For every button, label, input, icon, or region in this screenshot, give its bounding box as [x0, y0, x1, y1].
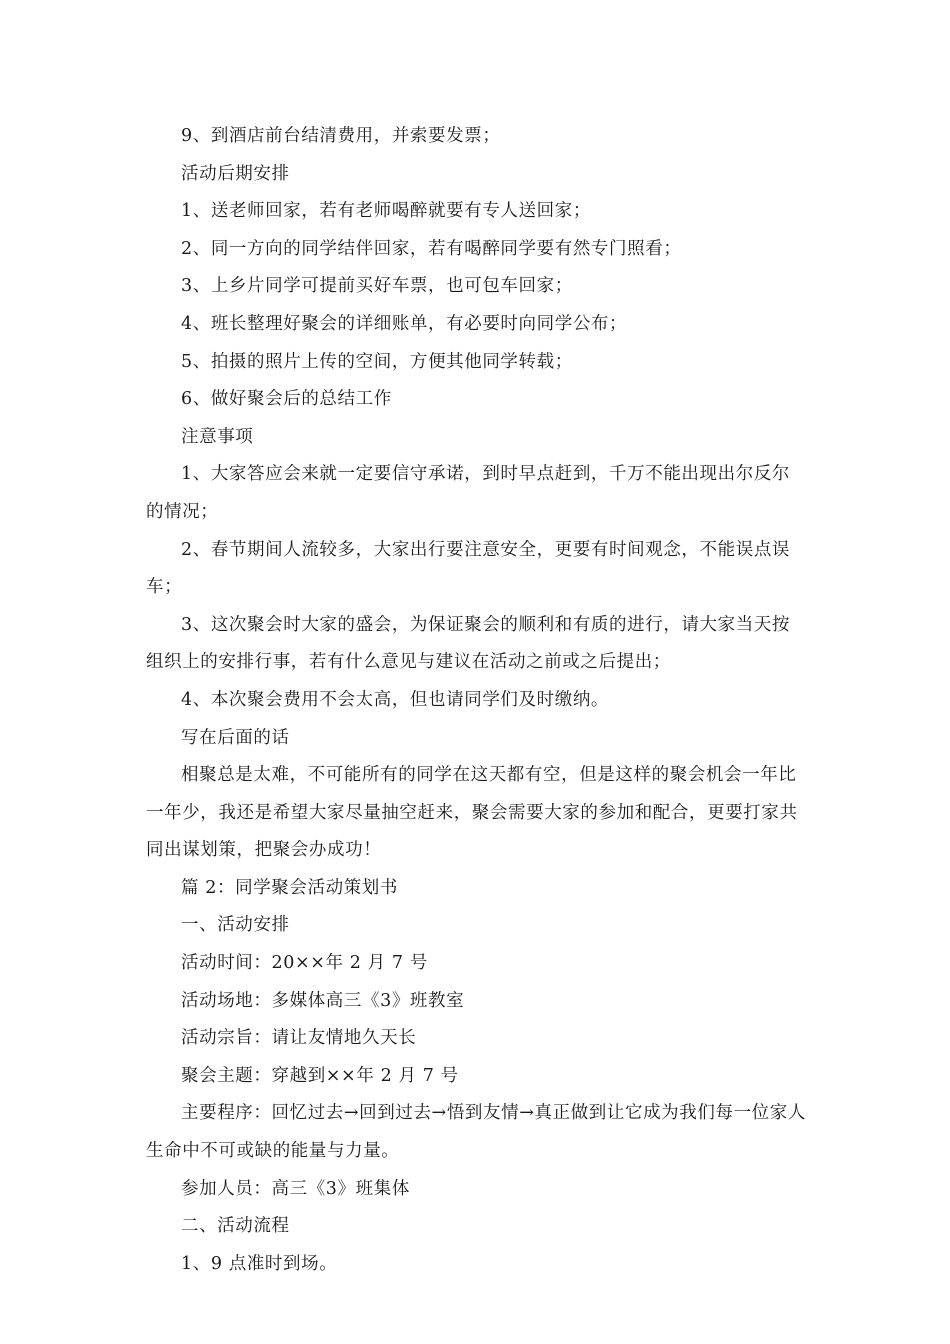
paragraph: 9、到酒店前台结清费用，并索要发票； [181, 126, 501, 146]
section-heading: 写在后面的话 [181, 727, 290, 748]
section-heading: 活动后期安排 [181, 163, 290, 184]
paragraph: 3、这次聚会时大家的盛会，为保证聚会的顺利和有质的进行，请大家当天按组织上的安排行事，若有什么意见与建议在活动之前或之后提出； [146, 614, 791, 673]
paragraph: 6、做好聚会后的总结工作 [181, 389, 392, 410]
paragraph: 5、拍摄的照片上传的空间，方便其他同学转载； [181, 351, 573, 372]
paragraph: 参加人员：高三《3》班集体 [181, 1178, 410, 1199]
paragraph: 主要程序：回忆过去→回到过去→悟到友情→真正做到让它成为我们每一位家人生命中不可或缺的能量与力量。 [146, 1103, 806, 1162]
document-title: 篇 2：同学聚会活动策划书 [181, 877, 398, 898]
paragraph: 活动宗旨：请让友情地久天长 [181, 1028, 417, 1049]
paragraph: 4、本次聚会费用不会太高，但也请同学们及时缴纳。 [181, 689, 610, 710]
document-page [146, 118, 806, 1283]
paragraph: 活动场地：多媒体高三《3》班教室 [181, 990, 465, 1011]
paragraph: 1、9 点准时到场。 [181, 1253, 338, 1274]
paragraph: 3、上乡片同学可提前买好车票，也可包车回家； [181, 276, 573, 297]
paragraph: 相聚总是太难，不可能所有的同学在这天都有空，但是这样的聚会机会一年比一年少，我还是希望大家尽量抽空赶来，聚会需要大家的参加和配合，更要打家共同出谋划策，把聚会办成功！ [146, 765, 798, 861]
paragraph: 活动时间：20××年 2 月 7 号 [181, 953, 428, 974]
section-heading: 二、活动流程 [181, 1216, 290, 1237]
paragraph: 1、送老师回家，若有老师喝醉就要有专人送回家； [181, 201, 591, 222]
section-heading: 一、活动安排 [181, 915, 290, 936]
paragraph: 聚会主题：穿越到××年 2 月 7 号 [181, 1065, 459, 1086]
paragraph: 2、春节期间人流较多，大家出行要注意安全，更要有时间观念，不能误点误车； [146, 539, 791, 598]
paragraph: 4、班长整理好聚会的详细账单，有必要时向同学公布； [181, 313, 628, 334]
paragraph: 1、大家答应会来就一定要信守承诺，到时早点赶到，千万不能出现出尔反尔的情况； [146, 464, 791, 522]
section-heading: 注意事项 [181, 426, 254, 447]
paragraph: 2、同一方向的同学结伴回家，若有喝醉同学要有然专门照看； [181, 238, 682, 259]
